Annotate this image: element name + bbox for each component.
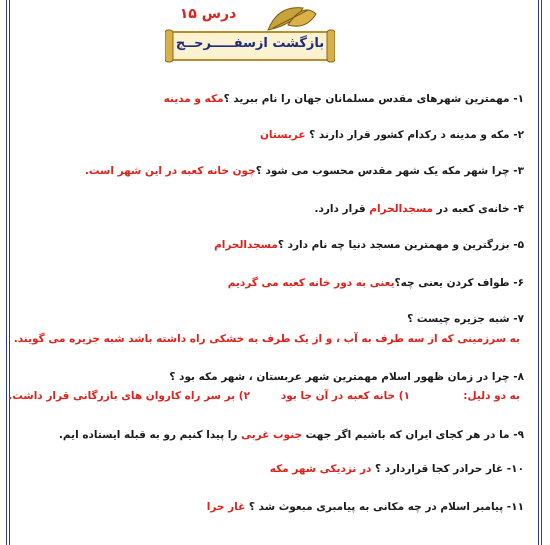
question-10: ۱۰- غار حرادر کجا قراردارد ؟ در نزدیکی شهر مکه [269, 463, 524, 475]
question-8: ۸- چرا در زمان ظهور اسلام مهمترین شهر عربستان ، شهر مکه بود ؟ [169, 371, 524, 383]
question-11: ۱۱- پیامبر اسلام در چه مکانی به پیامبری مبعوث شد ؟ غار حرا [206, 501, 524, 513]
answer-3: چون خانه کعبه در این شهر است. [84, 165, 256, 177]
answer-7: به سرزمینی که از سه طرف به آب ، و از یک طرف به خشکی راه داشته باشد شبه جزیره می گویند. [13, 333, 520, 345]
answer-8: به دو دلیل: ۱) خانه کعبه در آن جا بود ۲) بر سر راه کاروان های بازرگانی قرار داشت. [8, 390, 520, 402]
answer-6: یعنی به دور خانه کعبه می گردیم [227, 277, 395, 289]
answer-2: عربستان [259, 129, 306, 141]
question-2: ۲- مکه و مدینه د رکدام کشور قرار دارند ؟ عربستان [259, 129, 524, 141]
answer-1: مکه و مدینه [163, 93, 224, 105]
question-9: ۹- ما در هر کجای ایران که باشیم اگر جهت جنوب غربی را پیدا کنیم رو به قبله ایستاده ایم. [58, 429, 524, 441]
question-1: ۱- مهمترین شهرهای مقدس مسلمانان جهان را نام ببرید ؟مکه و مدینه [163, 93, 524, 105]
answer-10: در نزدیکی شهر مکه [269, 463, 372, 475]
answer-5: مسجدالحرام [214, 239, 278, 251]
question-4: ۴- خانه‌ی کعبه در مسجدالحرام قرار دارد. [314, 203, 524, 215]
answer-4: مسجدالحرام [369, 203, 434, 215]
lesson-title: بازگشت ازسفـــــرحــج [175, 36, 325, 51]
answer-11: غار حرا [206, 501, 246, 513]
question-5: ۵- بزرگترین و مهمترین مسجد دنیا چه نام دارد ؟مسجدالحرام [214, 239, 524, 251]
question-6: ۶- طواف کردن یعنی چه؟یعنی به دور خانه کعبه می گردیم [227, 277, 524, 289]
question-3: ۳- چرا شهر مکه یک شهر مقدس محسوب می شود ؟چون خانه کعبه در این شهر است. [84, 165, 524, 177]
question-7: ۷- شبه جزیره چیست ؟ [407, 313, 524, 325]
lesson-number: درس ۱۵ [179, 6, 237, 22]
answer-9: جنوب غربی [241, 429, 303, 441]
